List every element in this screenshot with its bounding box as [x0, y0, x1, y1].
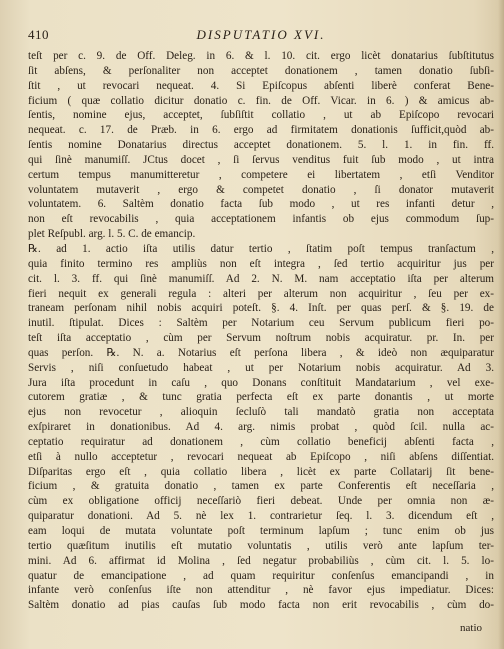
text-line: tertio quæſitum inutilis eſt mutatio voluntatis , utilis verò ante lapſum ter-: [28, 539, 494, 552]
text-line: teſt iſta acceptatio , cùm per Servum noſtrum nobis acquiratur. pr. In. per: [28, 332, 494, 345]
text-line: voluntatem. 6. Saltèm donatio facta ſub modo , ut res infanti detur ,: [28, 198, 494, 211]
text-line: Diſparitas ergo eſt , quia collatio libera , licèt ex parte Collatarij ſit bene-: [28, 465, 494, 478]
text-line: quatur de emancipatione , ad quam requiritur conſenſus emancipandi , in: [28, 569, 494, 582]
text-line: exſpiraret in donationibus. Ad 4. arg. nimis probat , quòd ſcil. nulla ac-: [28, 421, 494, 434]
text-line: certum tempus manumitteretur , competere ei libertatem , etſi Venditor: [28, 168, 494, 181]
text-line: mini. Ad 6. affirmat id Molina , ſed negatur probabiliùs , cùm cit. l. 5. lo-: [28, 554, 494, 567]
text-line: cùm ex obligatione officij neceſſariò fieri debeat. Unde per omnia non æ-: [28, 495, 494, 508]
text-line: ejus non revocetur , alioquin ſecluſò tali mandatò gratia non acceptata: [28, 406, 494, 419]
body-text: [28, 49, 494, 613]
text-line: ſtit , ut revocari nequeat. 4. Si Epiſcopus abſenti liberè conferat Bene-: [28, 79, 494, 92]
text-line: qui ſinè manumiſſ. JCtus docet , ſi ſervus venditus fuit ſub modo , ut intra: [28, 153, 494, 166]
page-number: 410: [28, 27, 49, 42]
text-line: quia finito termino res ampliùs non eſt integra , ſed tertio acquiritur jus per: [28, 257, 494, 270]
running-title: DISPUTATIO XVI.: [196, 27, 326, 42]
text-line: ℞. ad 1. actio iſta utilis datur tertio , ſtatim poſt tempus tranſactum ,: [28, 242, 494, 255]
text-line: ſit abſens, & perſonaliter non acceptet donationem , tamen donatio ſubſi-: [28, 64, 494, 77]
page-header: [28, 25, 494, 45]
text-line: cit. l. 3. ff. qui ſinè manumiſſ. Ad 2. N. M. nam acceptatio iſta per alterum: [28, 272, 494, 285]
text-line: Jura iſta procedunt in caſu , quo Donans conſtituit Mandatarium , vel exe-: [28, 376, 494, 389]
text-line: eam loqui de mutata voluntate poſt terminum lapſum ; tunc enim ob jus: [28, 525, 494, 537]
text-line: ficium , & gratuita donatio , tamen ex parte Conferentis eſt neceſſaria ,: [28, 480, 494, 493]
text-line: quas perſon. ℞. N. a. Notarius eſt perſona libera , & ideò non æquiparatur: [28, 346, 494, 359]
text-line: infante verò conſenſus iſte non attenditur , nè favor ejus impediatur. Dices:: [28, 584, 494, 597]
text-line: teſt per c. 9. de Off. Deleg. in 6. & l. 10. cit. ergo licèt donatarius ſubſtitutus: [28, 50, 494, 62]
text-line: Saltèm donatio ad pias cauſas ſub modo facta non erit revocabilis , cùm do-: [28, 599, 494, 612]
text-line: plet Reſpubl. arg. l. 5. C. de emancip.: [28, 228, 196, 241]
text-line: inutil. ſtipulat. Dices : Saltèm per Notarium ceu Servum publicum fieri po-: [28, 317, 494, 330]
text-line: quiparatur donationi. Ad 5. nè lex 1. contrarietur ſeq. l. 3. dicendum eſt ,: [28, 510, 494, 523]
text-line: ficium ( quæ collatio dicitur donatio c. fin. de Off. Vicar. in 6. ) & amicus ab-: [28, 94, 494, 107]
text-line: voluntatem mutaverit , ergo & competet donatio , ſi donator mutaverit: [28, 183, 494, 196]
text-line: fieri nequit ex generali regula : alteri per alterum non acquiritur , ſeu per ex-: [28, 287, 494, 300]
text-line: nequeat. c. 17. de Præb. in 6. ergo ad firmitatem donationis ſufficit,quòd ab-: [28, 124, 494, 137]
text-line: non eſt revocabilis , quia acceptationem infantis ob ejus commodum ſup-: [28, 213, 494, 226]
text-line: etſi à nullo acceptetur , revocari nequeat ab Epiſcopo , niſi abſens diſſentiat.: [28, 450, 494, 463]
text-line: Servis , niſi conſuetudo habeat , ut per Notarium nobis acquiratur. Ad 3.: [28, 361, 494, 374]
text-line: cutorem gratiæ , & tunc gratia perfecta eſt ex parte donantis , ut morte: [28, 391, 494, 404]
catchword: natio: [460, 622, 482, 634]
text-line: ceptatio requiratur ad donationem , cùm collatio beneficij abſenti facta ,: [28, 435, 494, 448]
text-line: traneam perſonam nihil nobis acquiri poteſt. §. 4. Inſt. per quas perſ. & §. 19. de: [28, 302, 494, 315]
text-line: ſentis nomine Donatarius directus acceptet donationem. 5. l. 1. in fin. ff.: [28, 139, 494, 152]
text-line: ſentis, nomine ejus, acceptet, ſubſiſtit collatio , ut ab Epiſcopo revocari: [28, 109, 494, 122]
